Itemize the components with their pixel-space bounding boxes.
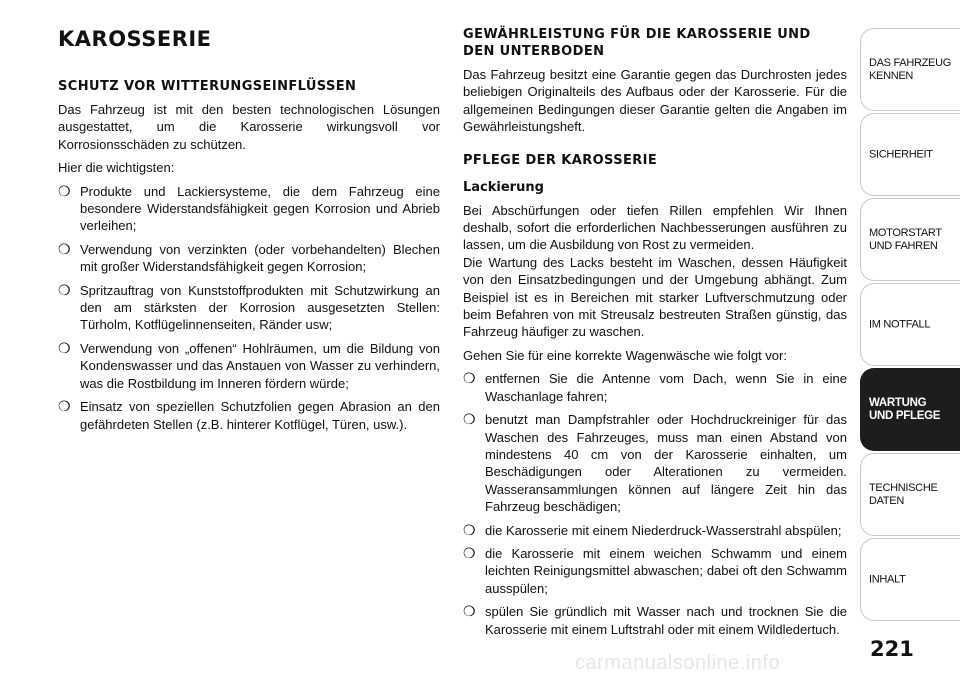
paint-paragraph-1: Bei Abschürfungen oder tiefen Rillen empfehlen Wir Ihnen deshalb, sofort die erforderlichen Nachbesserungen ausführen zu lassen, um die Ausbildung von Rost zu vermeiden. <box>463 202 847 253</box>
list-item: ❍ die Karosserie mit einem weichen Schwamm und einem leichten Reinigungsmittel abwaschen; dabei oft den Schwamm ausspülen; <box>463 544 847 596</box>
warranty-paragraph: Das Fahrzeug besitzt eine Garantie gegen das Durchrosten jedes beliebigen Originalteils des Aufbaus oder der Karosserie. Für die allgemeinen Bedingungen dieser Garantie gelten die Angaben im Gewährleistungsheft. <box>463 67 847 135</box>
paint-heading: Lackierung <box>463 179 544 195</box>
tab-das-fahrzeug-kennen[interactable]: DAS FAHRZEUG KENNEN <box>860 28 960 111</box>
bullet-icon: ❍ <box>58 240 71 257</box>
list-item: ❍ die Karosserie mit einem Niederdruck-Wasserstrahl abspülen; <box>463 521 842 538</box>
care-heading: PFLEGE DER KAROSSERIE <box>463 152 658 168</box>
chapter-nav <box>860 28 960 623</box>
bullet-icon: ❍ <box>58 339 71 356</box>
bullet-icon: ❍ <box>58 398 71 415</box>
tab-technische-daten[interactable]: TECHNISCHE DATEN <box>860 453 960 536</box>
tab-wartung-und-pflege[interactable]: WARTUNG UND PFLEGE <box>860 368 960 451</box>
tab-inhalt[interactable]: INHALT <box>860 538 960 621</box>
list-item: ❍ Einsatz von speziellen Schutzfolien gegen Abrasion an den gefährdeten Stellen (z.B. hinterer Kotflügel, Türen, usw.). <box>58 398 440 432</box>
section-heading-weather-protection: SCHUTZ VOR WITTERUNGSEINFLÜSSEN <box>58 79 357 94</box>
list-item: ❍ Produkte und Lackiersysteme, die dem Fahrzeug eine besondere Widerstandsfähigkeit gegen Korrosion und Abrieb verleihen; <box>58 182 440 234</box>
list-item: ❍ spülen Sie gründlich mit Wasser nach und trocknen Sie die Karosserie mit einem Luftstrahl oder mit einem Wildledertuch. <box>463 603 847 637</box>
page-title: KAROSSERIE <box>58 27 212 51</box>
list-intro: Hier die wichtigsten: <box>58 160 175 176</box>
bullet-icon: ❍ <box>463 370 476 387</box>
wash-intro: Gehen Sie für eine korrekte Wagenwäsche wie folgt vor: <box>463 347 787 363</box>
list-item: ❍ Spritzauftrag von Kunststoffprodukten mit Schutzwirkung an den am stärksten der Korrosion ausgesetzten Stellen: Türholm, Kotflügelinnenseiten, Ränder usw; <box>58 281 440 333</box>
bullet-icon: ❍ <box>58 281 71 298</box>
bullet-icon: ❍ <box>463 603 476 620</box>
page-number: 221 <box>870 637 914 661</box>
bullet-icon: ❍ <box>58 182 71 199</box>
warranty-heading: GEWÄHRLEISTUNG FÜR DIE KAROSSERIE UND DEN UNTERBODEN <box>463 27 811 59</box>
list-item: ❍ Verwendung von „offenen“ Hohlräumen, um die Bildung von Kondenswasser und das Anstauen von Wasser zu verhindern, was die Rostbildung im Inneren fördern würde; <box>58 339 440 391</box>
tab-sicherheit[interactable]: SICHERHEIT <box>860 113 960 196</box>
tab-motorstart-und-fahren[interactable]: MOTORSTART UND FAHREN <box>860 198 960 281</box>
bullet-icon: ❍ <box>463 544 476 561</box>
intro-paragraph: Das Fahrzeug ist mit den besten technologischen Lösungen ausgestattet, um die Karosserie wirkungsvoll vor Korrosionsschäden zu schützen. <box>58 102 440 152</box>
bullet-icon: ❍ <box>463 411 476 428</box>
protection-list <box>58 183 440 433</box>
wash-steps-list <box>463 370 847 638</box>
list-item: ❍ entfernen Sie die Antenne vom Dach, wenn Sie in eine Waschanlage fahren; <box>463 370 847 404</box>
bullet-icon: ❍ <box>463 521 476 538</box>
left-column <box>58 26 440 439</box>
watermark: carmanualsonline.info <box>575 652 781 674</box>
tab-im-notfall[interactable]: IM NOTFALL <box>860 283 960 366</box>
paint-paragraph-2: Die Wartung des Lacks besteht im Waschen, dessen Häufigkeit von den Einsatzbedingungen und der Umgebung abhängt. Zum Beispiel ist es in Bereichen mit starker Luftverschmutzung oder beim Befahren von mit Streusalz bestreuten Straßen günstig, das Fahrzeug häufiger zu waschen. <box>463 254 847 340</box>
list-item: ❍ benutzt man Dampfstrahler oder Hochdruckreiniger für das Waschen des Fahrzeuges, muss man einen Abstand von mindestens 40 cm von der Karosserie einhalten, um Beschädigungen oder Alterationen zu vermeiden. Wasseransammlungen können auf längere Zeit hin das Fahrzeug beschädigen; <box>463 411 847 515</box>
right-column <box>463 26 847 644</box>
list-item: ❍ Verwendung von verzinkten (oder vorbehandelten) Blechen mit großer Widerstandsfähigkeit gegen Korrosion; <box>58 240 440 275</box>
